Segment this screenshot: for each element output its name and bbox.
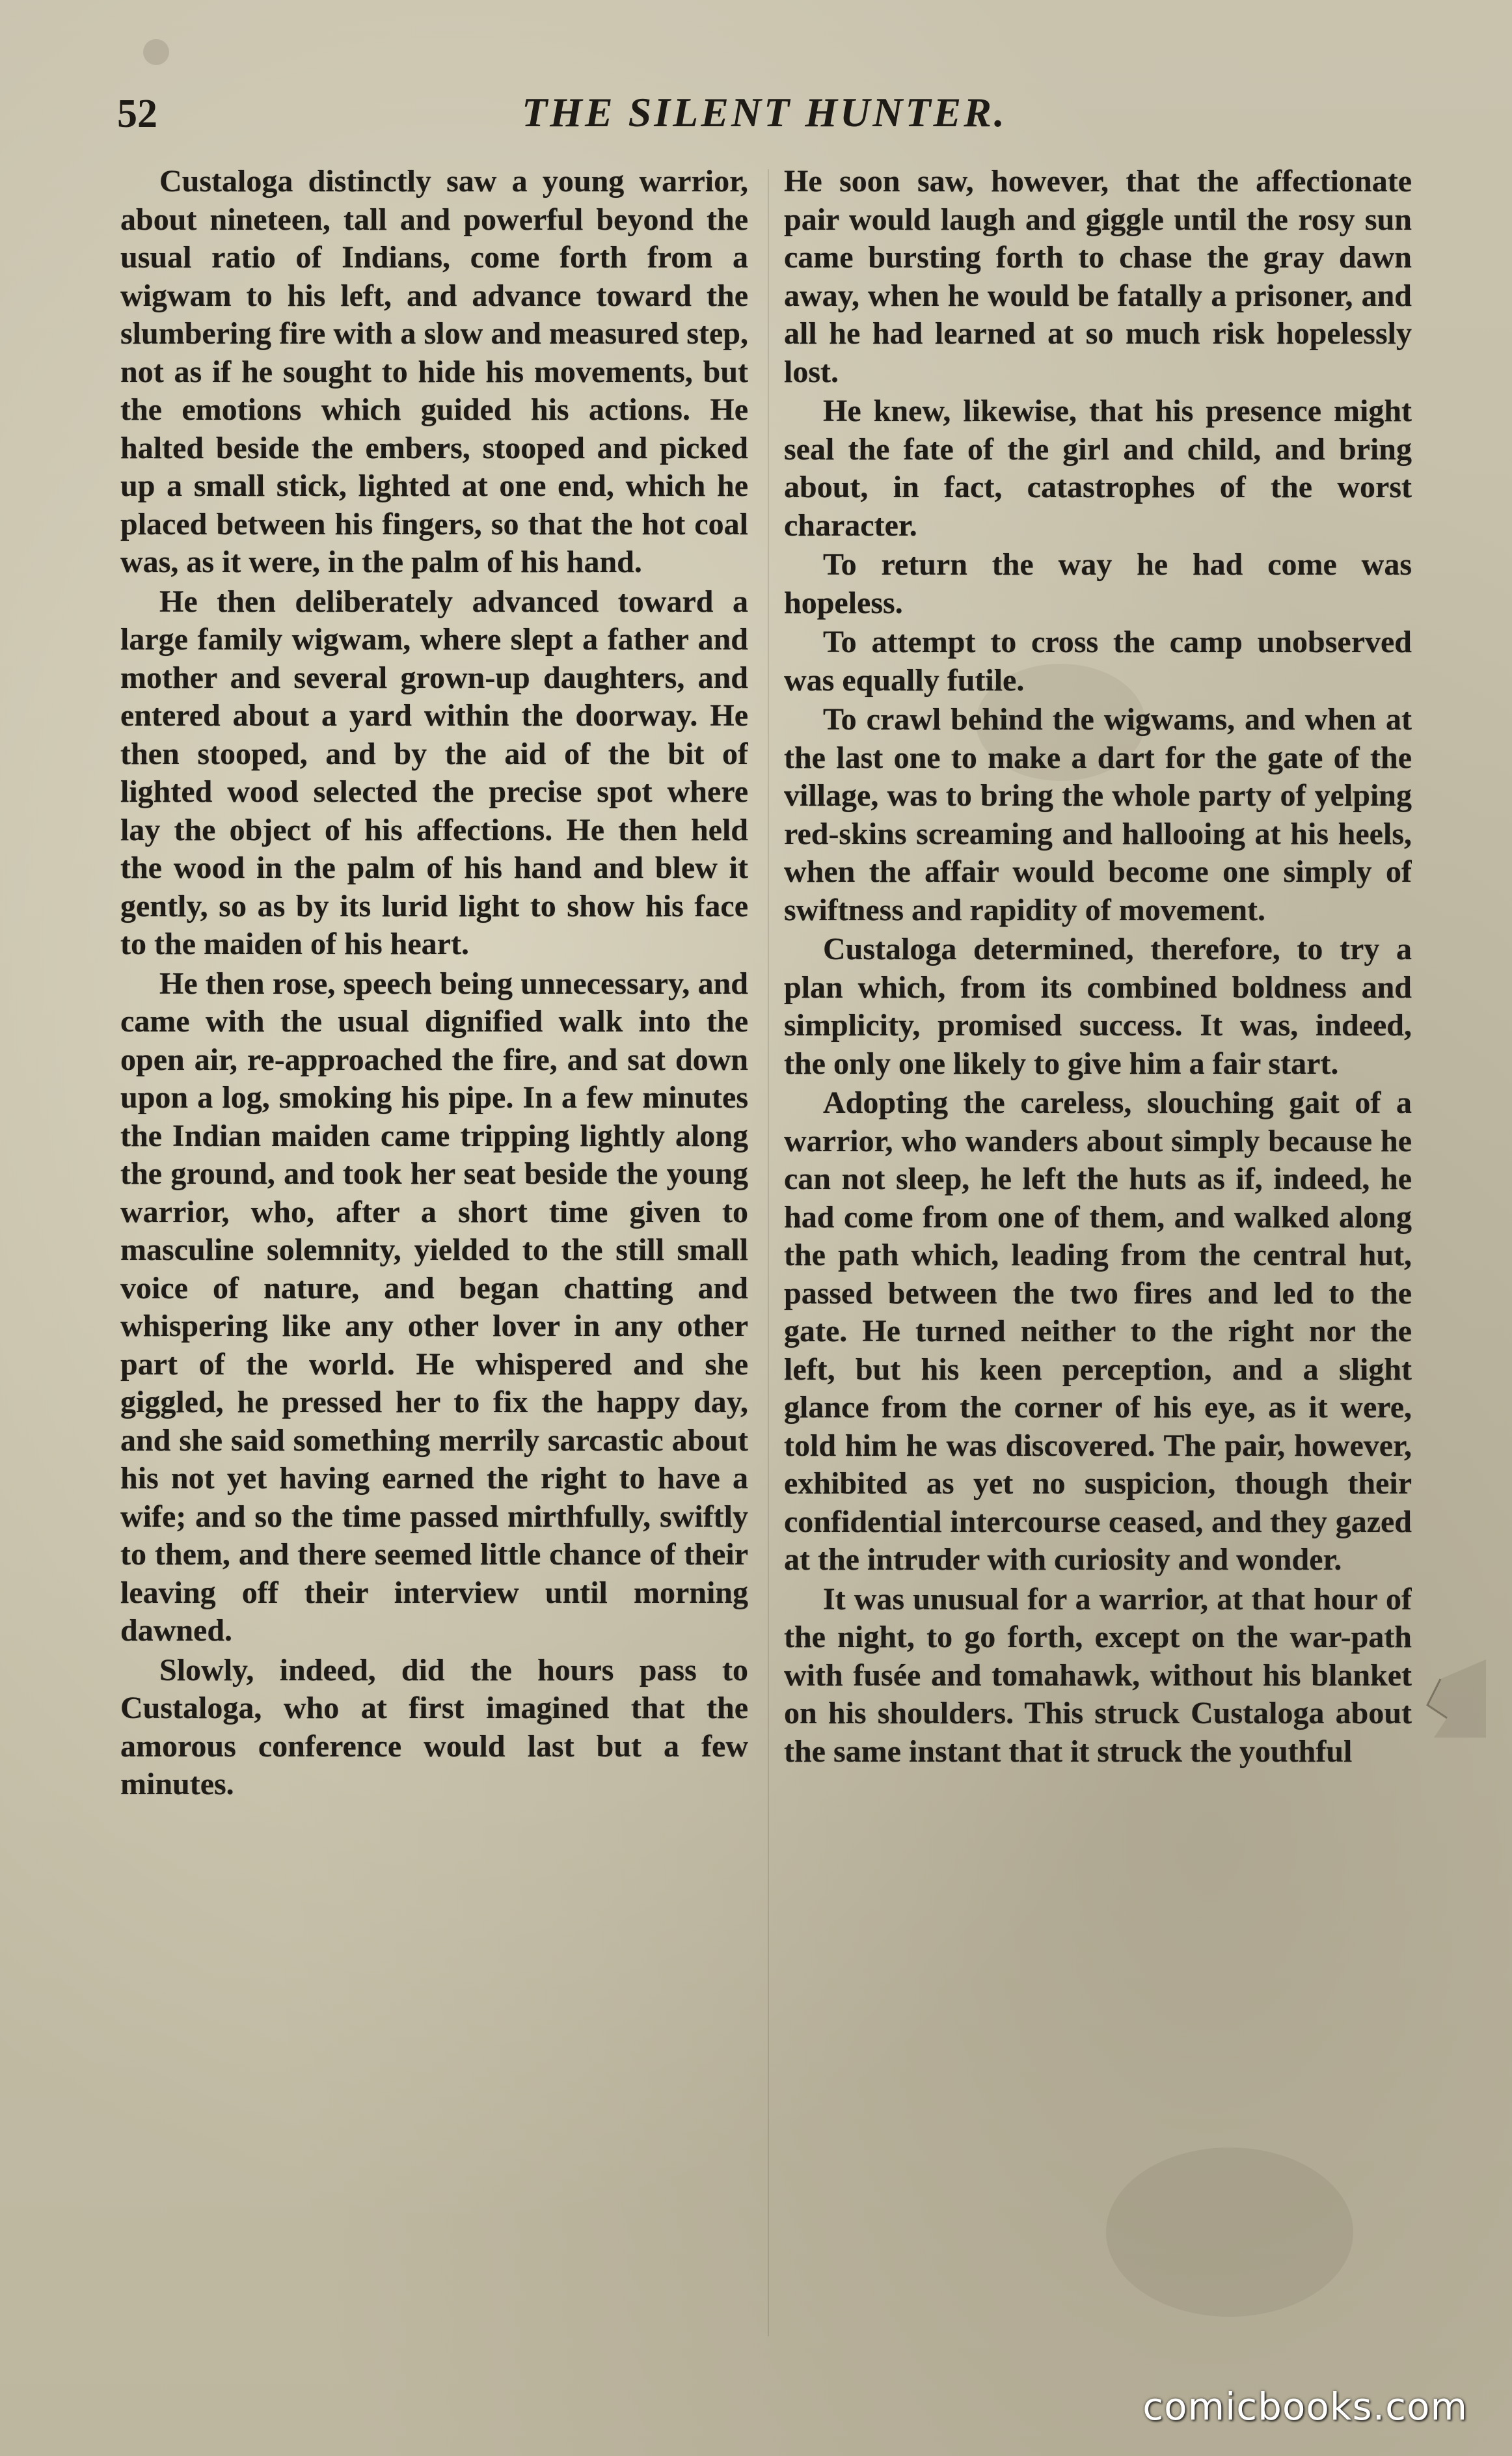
page-number: 52 xyxy=(117,92,157,136)
paragraph: Adopting the careless, slouching gait of a warrior, who wanders about simply because he can not sleep, he left the huts as if, indeed, he had come from one of them, and walked along the path which, leading from the central hut, passed between the two fires and led to the gate. He turned neither to the right nor the left, but his keen perception, and a slight glance from the corner of his eye, as it were, told him he was discovered. The pair, however, exhibited as yet no suspicion, though their confidential intercourse ceased, and they gazed at the intruder with curiosity and wonder. xyxy=(784,1085,1412,1577)
paper-stain xyxy=(143,39,169,65)
site-watermark: comicbooks.com xyxy=(1142,2384,1468,2429)
column-divider xyxy=(768,169,769,2336)
paragraph: He then rose, speech being unnecessary, and came with the usual dignified walk into the open air, re-approached the fire, and sat down upon a log, smoking his pipe. In a few minutes the Indian maiden came tripping lightly along the ground, and took her seat beside the young warrior, who, after a short time given to masculine solemnity, yielded to the still small voice of nature, and began chatting and whispering like any other lover in any other part of the world. He whispered and she giggled, he pressed her to fix the happy day, and she said something merrily sarcastic about his not yet having earned the right to have a wife; and so the time passed mirthfully, swiftly to them, and there seemed little chance of their leaving off their interview until morning dawned. xyxy=(120,966,748,1648)
paragraph: He then deliberately advanced toward a large family wigwam, where slept a father and mother and several grown-up daughters, and entered about a yard within the doorway. He then stooped, and by the aid of the bit of lighted wood selected the precise spot where lay the object of his affections. He then held the wood in the palm of his hand and blew it gently, so as by its lurid light to show his face to the maiden of his heart. xyxy=(120,584,748,961)
text-column-right xyxy=(784,163,1412,2343)
paragraph: Custaloga determined, therefore, to try a plan which, from its combined boldness and simplicity, promised success. It was, indeed, the only one likely to give him a fair start. xyxy=(784,932,1412,1081)
paragraph: To attempt to cross the camp unobserved was equally futile. xyxy=(784,625,1412,698)
page-header xyxy=(117,85,1412,143)
paragraph: To crawl behind the wigwams, and when at the last one to make a dart for the gate of the village, was to bring the whole party of yelping red-skins screaming and hallooing at his heels, when the affair would become one simply of swiftness and rapidity of movement. xyxy=(784,702,1412,927)
paragraph: He soon saw, however, that the affectionate pair would laugh and giggle until the rosy sun came bursting forth to chase the gray dawn away, when he would be fatally a prisoner, and all he had learned at so much risk hopelessly lost. xyxy=(784,164,1412,389)
paragraph: Custaloga distinctly saw a young warrior, about nineteen, tall and powerful beyond the usual ratio of Indians, come forth from a wigwam to his left, and advance toward the slumbering fire with a slow and measured step, not as if he sought to hide his movements, but the emotions which guided his actions. He halted beside the embers, stooped and picked up a small stick, lighted at one end, which he placed between his fingers, so that the hot coal was, as it were, in the palm of his hand. xyxy=(120,164,748,579)
running-title: THE SILENT HUNTER. xyxy=(522,89,1007,135)
paragraph: To return the way he had come was hopeless. xyxy=(784,547,1412,620)
text-column-left xyxy=(120,163,748,2343)
paper-tear xyxy=(1401,1659,1486,1738)
paragraph: It was unusual for a warrior, at that hour of the night, to go forth, except on the war-path with fusée and tomahawk, without his blanket on his shoulders. This struck Custaloga about the same instant that it struck the youthful xyxy=(784,1581,1412,1769)
paragraph: Slowly, indeed, did the hours pass to Custaloga, who at first imagined that the amorous conference would last but a few minutes. xyxy=(120,1652,748,1801)
paragraph: He knew, likewise, that his presence might seal the fate of the girl and child, and bring about, in fact, catastrophes of the worst character. xyxy=(784,394,1412,543)
